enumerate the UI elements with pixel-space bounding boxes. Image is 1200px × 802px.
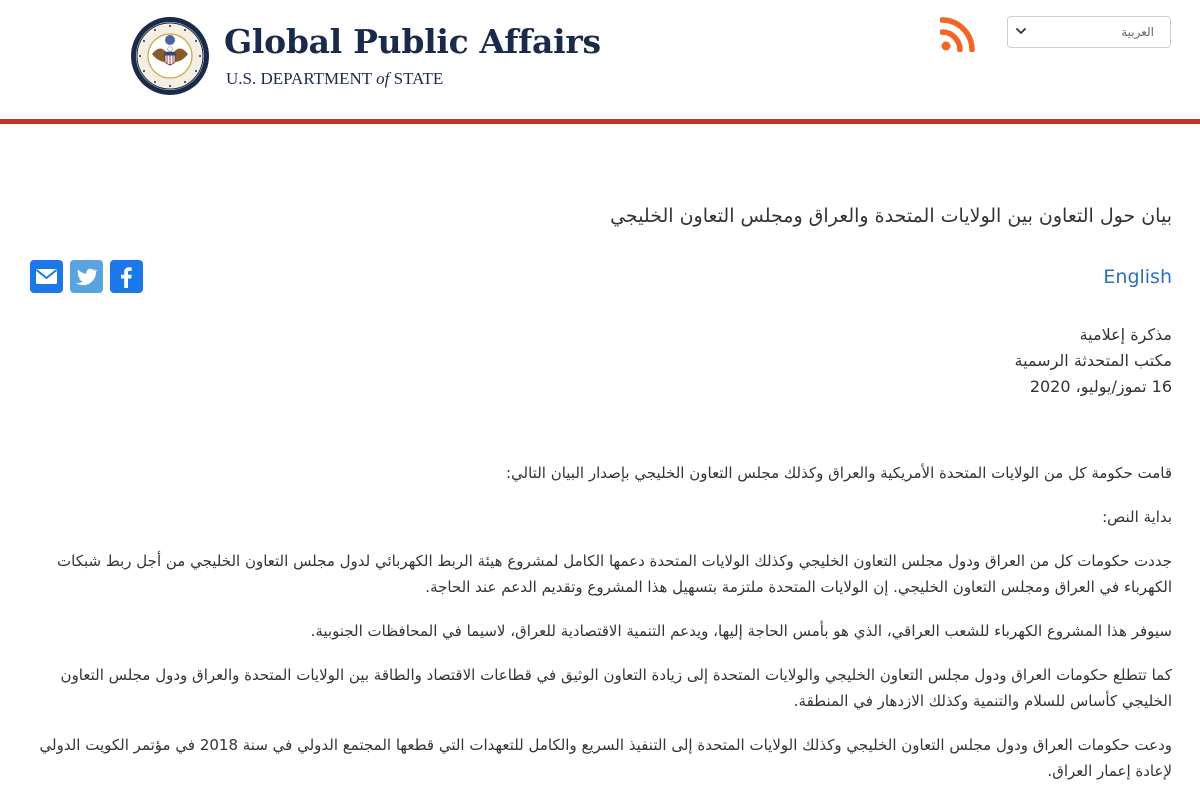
body-paragraph: ودعت حكومات العراق ودول مجلس التعاون الخليجي وكذلك الولايات المتحدة إلى التنفيذ السريع والكامل للتعهدات التي قطعها المجتمع الدولي في سنة 2018 في مؤتمر الكويت الدولي لإعادة إعمار العراق.	[39, 736, 1172, 780]
site-title[interactable]: Global Public Affairs	[224, 22, 601, 61]
site-header	[0, 0, 1200, 120]
release-type: مذكرة إعلامية	[1079, 325, 1172, 344]
body-paragraph: قامت حكومة كل من الولايات المتحدة الأمريكية والعراق وكذلك مجلس التعاون الخليجي بإصدار البيان التالي:	[505, 464, 1172, 482]
subtitle-of: of	[376, 69, 390, 88]
body-paragraph: جددت حكومات كل من العراق ودول مجلس التعاون الخليجي وكذلك الولايات المتحدة دعمها الكامل لمشروع هيئة الربط الكهربائي لدول مجلس التعاون الخليجي من أجل ربط شبكات الكهرباء في العراق ومجلس التعاون الخليجي. إن الولايات المتحدة ملتزمة بتسهيل هذا المشروع وتقديم الدعم عند الحاجة.	[57, 552, 1172, 596]
body-paragraph: بداية النص:	[1102, 508, 1172, 526]
header-divider	[0, 119, 1200, 124]
release-date: 16 تموز/يوليو، 2020	[1029, 377, 1172, 396]
language-select-value: العربية	[1121, 25, 1154, 39]
article-body	[18, 460, 1172, 802]
rss-feed-icon[interactable]	[940, 16, 976, 52]
site-subtitle	[226, 69, 443, 89]
email-icon	[35, 265, 58, 288]
page-title: بيان حول التعاون بين الولايات المتحدة والعراق ومجلس التعاون الخليجي	[610, 205, 1172, 227]
subtitle-prefix: U.S. DEPARTMENT	[226, 69, 377, 88]
chevron-down-icon	[1015, 25, 1027, 37]
share-email-button[interactable]	[30, 260, 63, 293]
body-paragraph: سيوفر هذا المشروع الكهرباء للشعب العراقي، الذي هو بأمس الحاجة إليها، ويدعم التنمية الاقتصادية للعراق، لاسيما في المحافظات الجنوبية.	[310, 622, 1172, 640]
twitter-icon	[75, 265, 98, 288]
share-twitter-button[interactable]	[70, 260, 103, 293]
english-version-link[interactable]: English	[1103, 266, 1172, 288]
body-paragraph: كما تتطلع حكومات العراق ودول مجلس التعاون الخليجي والولايات المتحدة إلى زيادة التعاون الوثيق في قطاعات الاقتصاد والطاقة بين الولايات المتحدة والعراق ودول مجلس التعاون الخليجي كأساس للسلام والتنمية وكذلك الازدهار في المنطقة.	[60, 666, 1172, 710]
press-meta	[1015, 322, 1172, 400]
facebook-icon	[115, 265, 138, 288]
department-of-state-seal[interactable]	[130, 16, 210, 96]
share-facebook-button[interactable]	[110, 260, 143, 293]
subtitle-suffix: STATE	[389, 69, 444, 88]
language-select[interactable]	[1007, 16, 1171, 48]
release-office: مكتب المتحدثة الرسمية	[1014, 351, 1172, 370]
